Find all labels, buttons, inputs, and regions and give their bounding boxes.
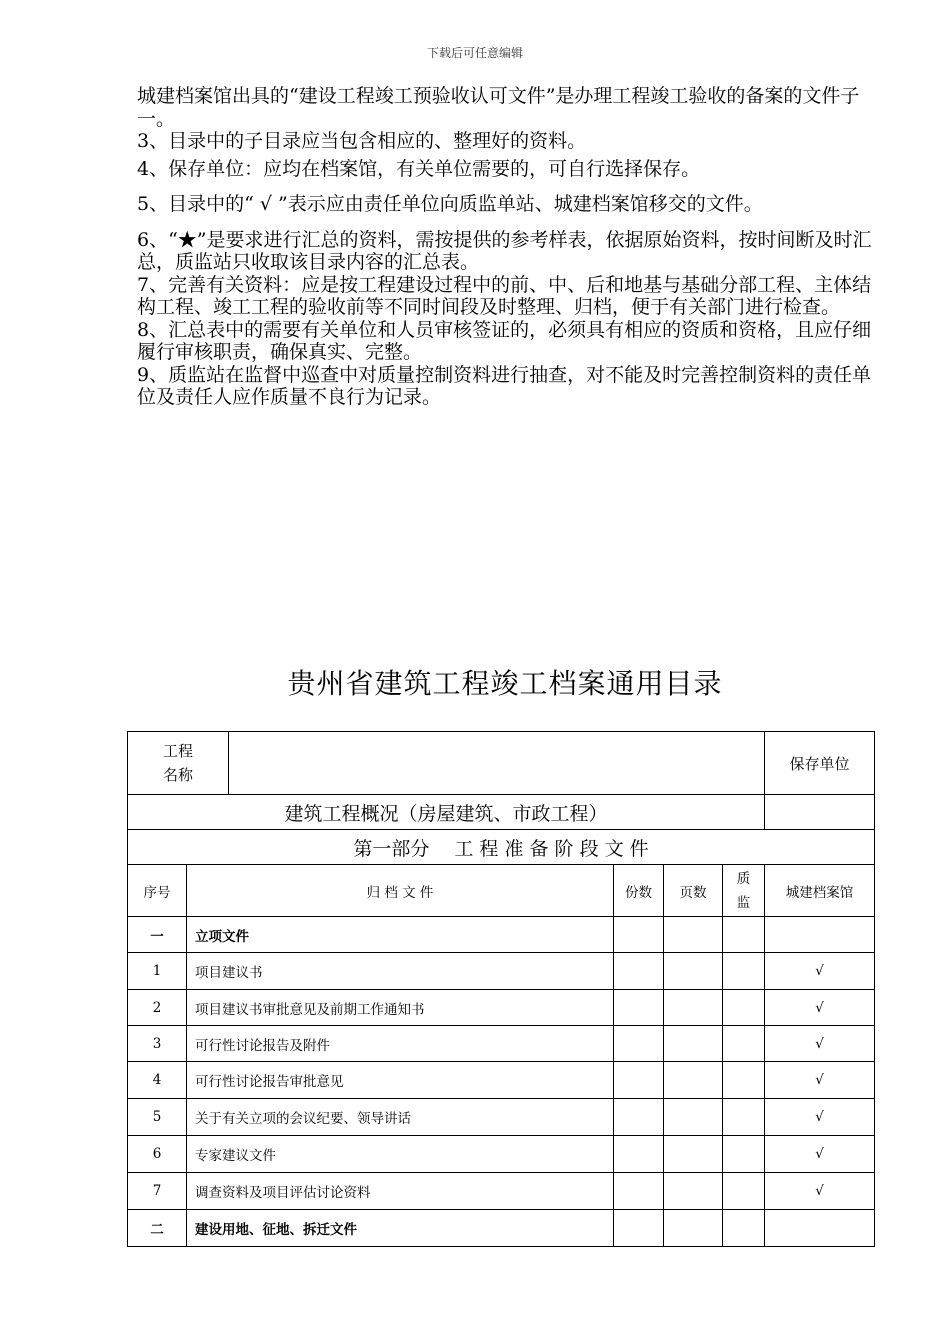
overview-label: 建筑工程概况（房屋建筑、市政工程） (128, 795, 765, 830)
part-title: 第一部分 工 程 准 备 阶 段 文 件 (128, 830, 875, 865)
row-file: 可行性讨论报告及附件 (187, 1026, 614, 1062)
row-pages[interactable] (664, 1136, 723, 1173)
row-quality[interactable] (723, 1210, 765, 1247)
overview-row (128, 795, 875, 830)
row-archive-check[interactable]: √ (765, 1099, 875, 1136)
project-name-label-line2: 名称 (163, 766, 194, 784)
row-seq: 1 (128, 953, 187, 990)
project-name-value[interactable] (229, 732, 765, 795)
row-pages[interactable] (664, 1062, 723, 1099)
table-row (128, 1136, 875, 1173)
document-title: 贵州省建筑工程竣工档案通用目录 (287, 667, 723, 700)
header-quality-line2: 监 (736, 894, 751, 911)
table-row (128, 1062, 875, 1099)
paragraph-7: 7、完善有关资料：应是按工程建设过程中的前、中、后和地基与基础分部工程、主体结构工程、竣工工程的验收前等不同时间段及时整理、归档，便于有关部门进行检查。 (137, 273, 872, 318)
row-seq: 4 (128, 1062, 187, 1099)
table-row-section-2 (128, 1210, 875, 1247)
column-header-row (128, 865, 875, 917)
row-file: 调查资料及项目评估讨论资料 (187, 1173, 614, 1210)
row-file: 专家建议文件 (187, 1136, 614, 1173)
header-quality (723, 865, 765, 917)
row-seq: 一 (128, 917, 187, 953)
storage-unit-label: 保存单位 (765, 732, 875, 795)
row-pages[interactable] (664, 1026, 723, 1062)
row-pages[interactable] (664, 990, 723, 1026)
row-file: 关于有关立项的会议纪要、领导讲话 (187, 1099, 614, 1136)
row-archive-check[interactable]: √ (765, 1173, 875, 1210)
paragraph-5: 5、目录中的“ √ ”表示应由责任单位向质监单站、城建档案馆移交的文件。 (137, 193, 763, 215)
paragraph-4: 4、保存单位：应均在档案馆，有关单位需要的，可自行选择保存。 (137, 157, 701, 180)
row-archive-check[interactable]: √ (765, 1062, 875, 1099)
paragraph-archive-file: 城建档案馆出具的“建设工程竣工预验收认可文件”是办理工程竣工验收的备案的文件子一。 (137, 85, 860, 130)
row-file: 项目建议书审批意见及前期工作通知书 (187, 990, 614, 1026)
row-pages[interactable] (664, 1210, 723, 1247)
row-pages[interactable] (664, 953, 723, 990)
row-archive-check[interactable]: √ (765, 1136, 875, 1173)
paragraph-8: 8、汇总表中的需要有关单位和人员审核签证的，必须具有相应的资质和资格，且应仔细履行审核职责，确保真实、完整。 (137, 318, 872, 363)
row-copies[interactable] (614, 1173, 664, 1210)
row-pages[interactable] (664, 917, 723, 953)
overview-storage-cell[interactable] (765, 795, 875, 830)
row-copies[interactable] (614, 1210, 664, 1247)
table-row (128, 1026, 875, 1062)
row-copies[interactable] (614, 1026, 664, 1062)
row-copies[interactable] (614, 990, 664, 1026)
row-archive[interactable] (765, 917, 875, 953)
header-copies: 份数 (614, 865, 664, 917)
paragraph-3: 3、目录中的子目录应当包含相应的、整理好的资料。 (137, 130, 587, 152)
header-archive: 城建档案馆 (765, 865, 875, 917)
row-file: 立项文件 (187, 917, 614, 953)
row-seq: 6 (128, 1136, 187, 1173)
header-file: 归 档 文 件 (187, 865, 614, 917)
header-pages: 页数 (664, 865, 723, 917)
row-seq: 5 (128, 1099, 187, 1136)
row-seq: 二 (128, 1210, 187, 1247)
row-copies[interactable] (614, 953, 664, 990)
row-quality[interactable] (723, 990, 765, 1026)
row-copies[interactable] (614, 1062, 664, 1099)
row-file: 可行性讨论报告审批意见 (187, 1062, 614, 1099)
row-pages[interactable] (664, 1099, 723, 1136)
header-quality-line1: 质 (736, 870, 751, 887)
header-seq: 序号 (128, 865, 187, 917)
part-title-row (128, 830, 875, 865)
header-note: 下载后可任意编辑 (426, 46, 523, 60)
row-archive-check[interactable]: √ (765, 1026, 875, 1062)
row-quality[interactable] (723, 953, 765, 990)
row-archive-check[interactable]: √ (765, 953, 875, 990)
row-archive[interactable] (765, 1210, 875, 1247)
row-archive-check[interactable]: √ (765, 990, 875, 1026)
project-name-row (128, 732, 875, 795)
table-row-section-1 (128, 917, 875, 953)
archive-catalog-table (127, 731, 875, 1247)
row-quality[interactable] (723, 1173, 765, 1210)
row-copies[interactable] (614, 1136, 664, 1173)
paragraph-6: 6、“★”是要求进行汇总的资料，需按提供的参考样表，依据原始资料，按时间断及时汇总，质监站只收取该目录内容的汇总表。 (137, 228, 872, 273)
project-name-label-line1: 工程 (163, 742, 194, 760)
row-file: 建设用地、征地、拆迁文件 (187, 1210, 614, 1247)
paragraph-9: 9、质监站在监督中巡查中对质量控制资料进行抽查，对不能及时完善控制资料的责任单位及责任人应作质量不良行为记录。 (137, 363, 872, 408)
row-seq: 2 (128, 990, 187, 1026)
table-row (128, 990, 875, 1026)
row-copies[interactable] (614, 917, 664, 953)
table-row (128, 1099, 875, 1136)
row-quality[interactable] (723, 917, 765, 953)
row-quality[interactable] (723, 1136, 765, 1173)
row-file: 项目建议书 (187, 953, 614, 990)
instructions-block (137, 85, 882, 409)
row-copies[interactable] (614, 1099, 664, 1136)
row-pages[interactable] (664, 1173, 723, 1210)
row-quality[interactable] (723, 1062, 765, 1099)
row-quality[interactable] (723, 1099, 765, 1136)
row-quality[interactable] (723, 1026, 765, 1062)
table-row (128, 1173, 875, 1210)
row-seq: 7 (128, 1173, 187, 1210)
table-row (128, 953, 875, 990)
row-seq: 3 (128, 1026, 187, 1062)
project-name-label (128, 732, 229, 795)
